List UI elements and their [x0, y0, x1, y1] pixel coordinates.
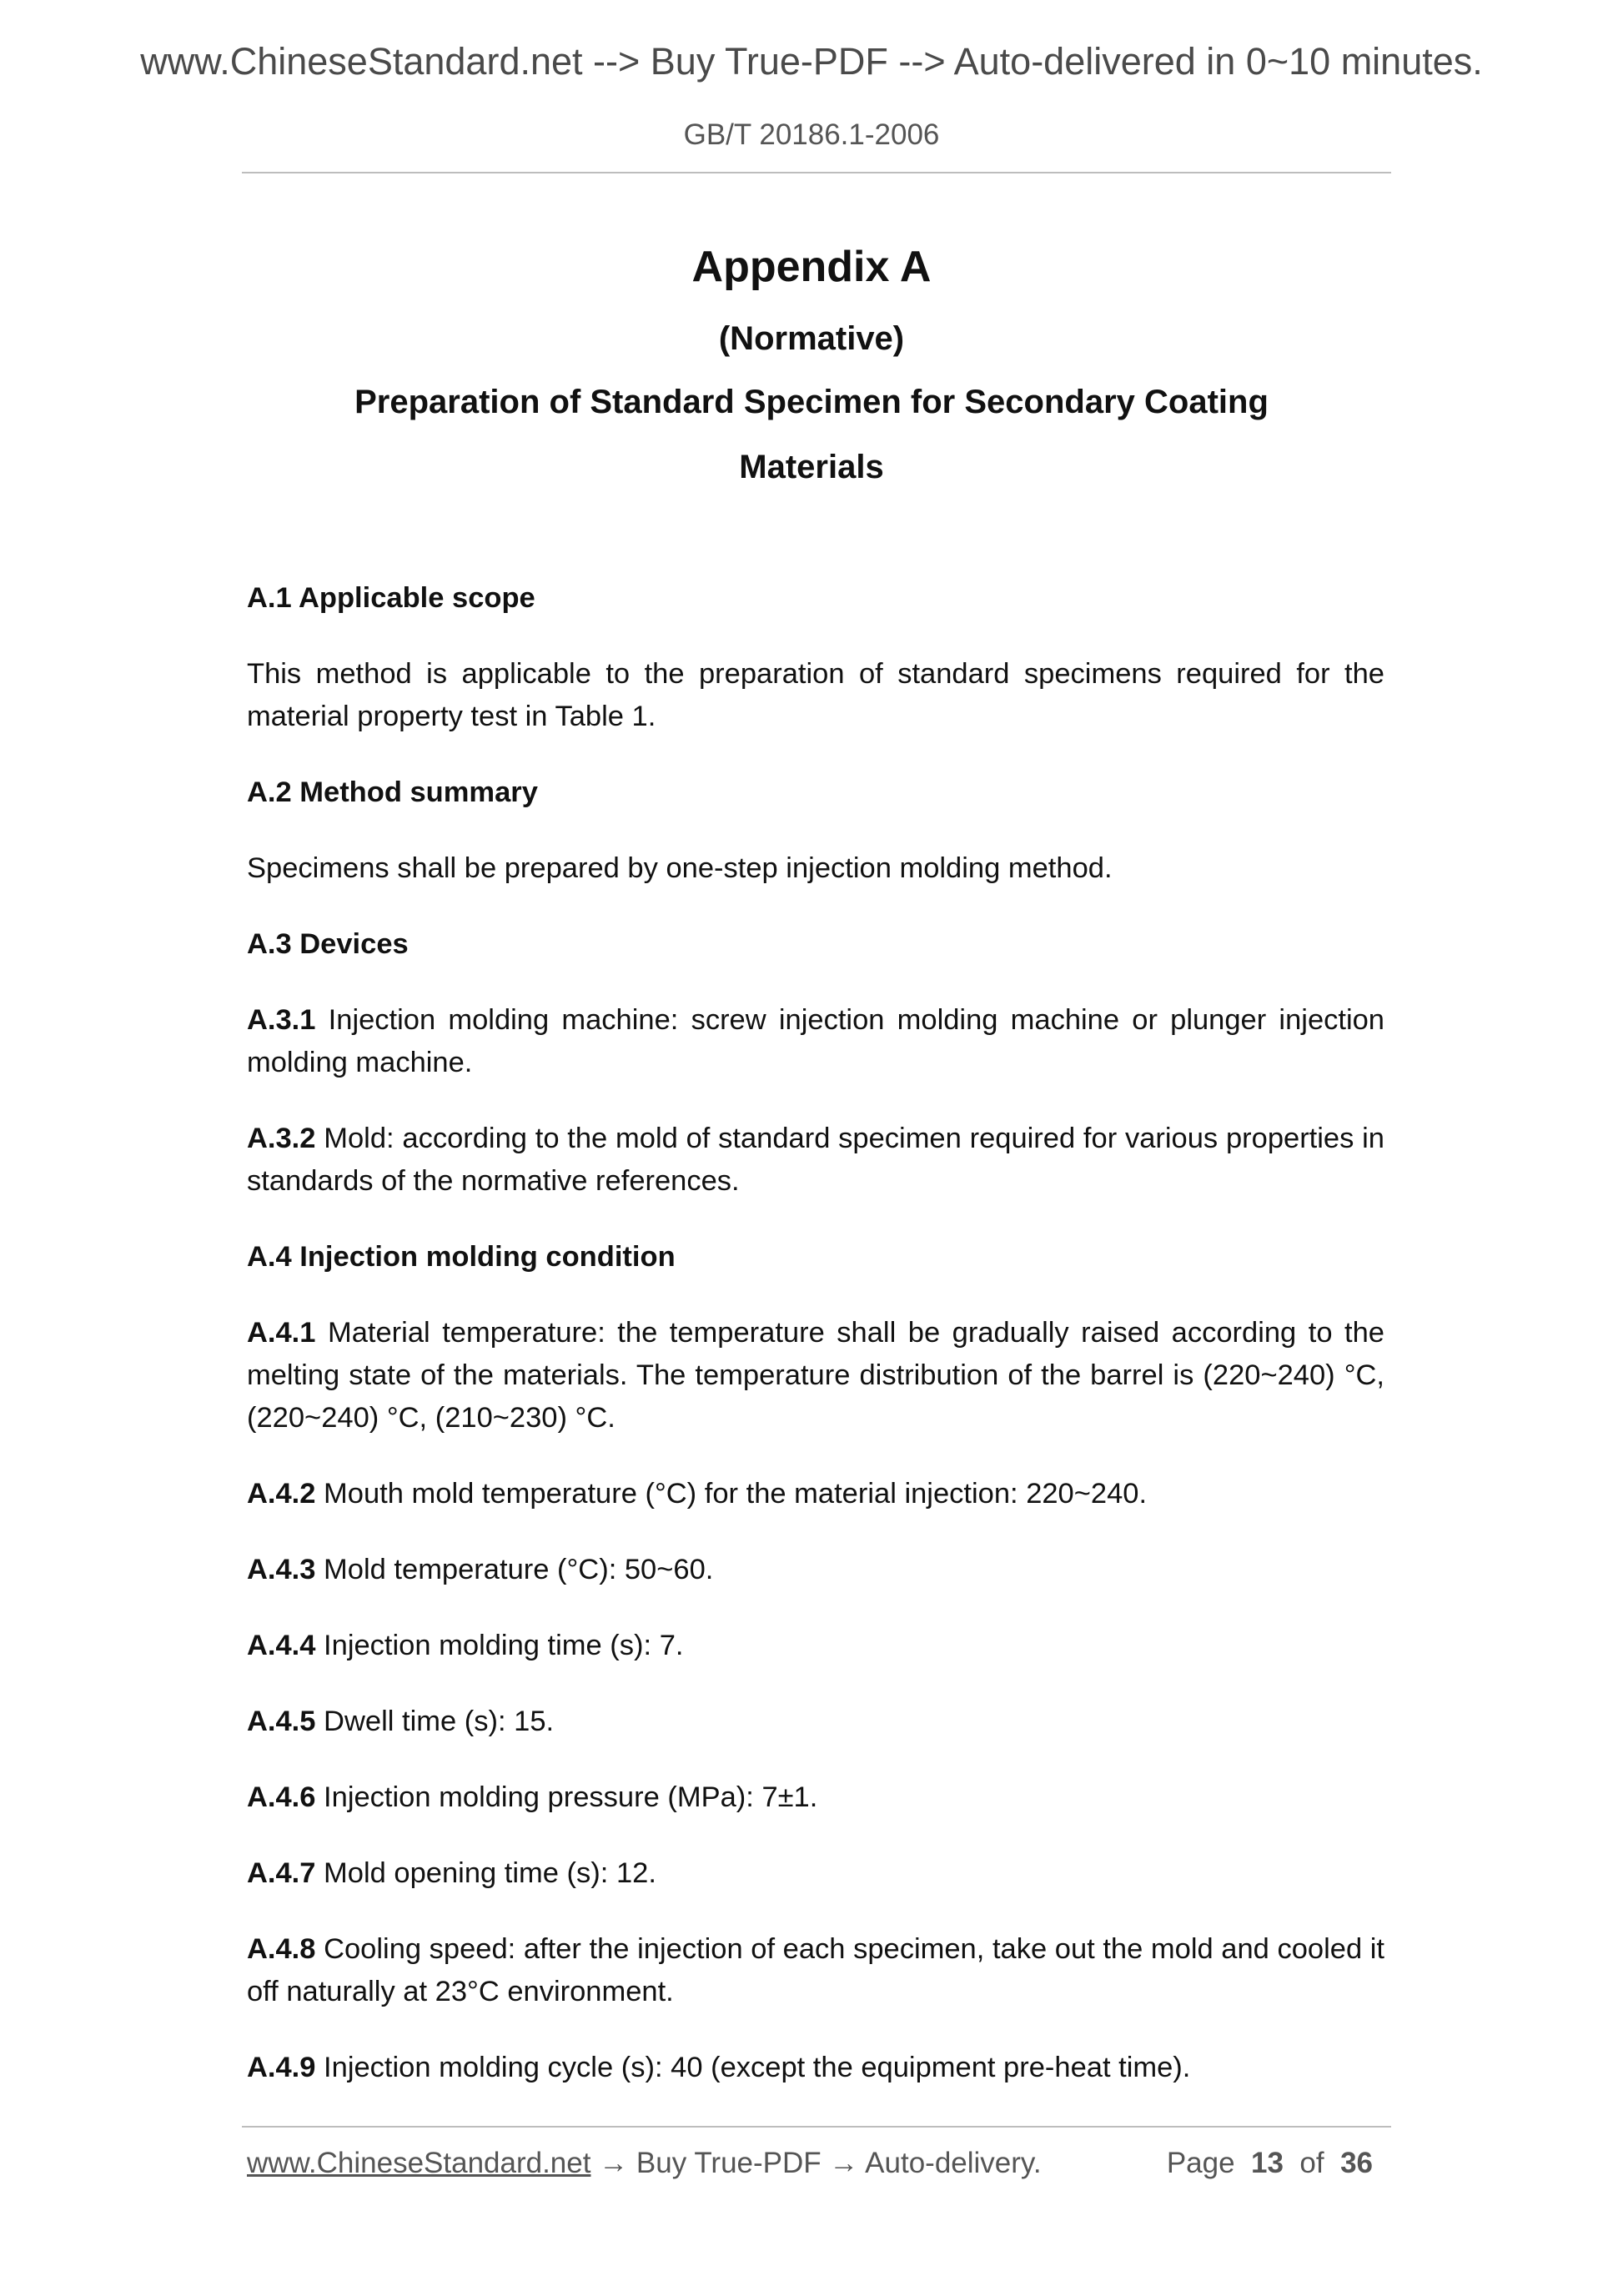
- page-total: 36: [1340, 2147, 1373, 2179]
- normative-label: (Normative): [718, 320, 905, 357]
- footer-divider: [242, 2126, 1391, 2128]
- clause-number: A.4.3: [247, 1554, 316, 1585]
- section-heading-a4: A.4 Injection molding condition: [247, 1241, 676, 1273]
- clause-number: A.4.1: [247, 1317, 316, 1349]
- clause-a4-7: [247, 1852, 1384, 1895]
- clause-a4-9: [247, 2047, 1384, 2089]
- page-of-label: of: [1299, 2147, 1324, 2179]
- clause-text: Cooling speed: after the injection of each specimen, take out the mold and cooled it off naturally at 23°C environment.: [247, 1933, 1384, 2007]
- clause-text: Mold temperature (°C): 50~60.: [315, 1554, 714, 1585]
- clause-number: A.4.5: [247, 1706, 316, 1737]
- page-number: [1167, 2147, 1373, 2180]
- clause-a4-1: [247, 1312, 1384, 1439]
- footer-delivery-text: Auto-delivery.: [858, 2147, 1042, 2179]
- clause-text: Injection molding machine: screw injection molding machine or plunger injection molding machine.: [247, 1004, 1384, 1078]
- standard-code: GB/T 20186.1-2006: [683, 118, 940, 151]
- clause-a4-4: [247, 1625, 1384, 1667]
- footer-buy-text: Buy True-PDF: [628, 2147, 830, 2179]
- section-text-a1: This method is applicable to the preparation of standard specimens required for the material property test in Table 1.: [247, 658, 1384, 732]
- appendix-heading-line2: Materials: [739, 449, 884, 485]
- clause-a4-5: [247, 1701, 1384, 1743]
- header-divider: [242, 172, 1391, 173]
- clause-a4-8: [247, 1928, 1384, 2013]
- clause-text: Injection molding cycle (s): 40 (except the equipment pre-heat time).: [315, 2052, 1191, 2083]
- clause-number: A.4.6: [247, 1781, 316, 1813]
- clause-text: Injection molding time (s): 7.: [315, 1630, 684, 1661]
- section-heading-a3: A.3 Devices: [247, 928, 409, 960]
- clause-text: Material temperature: the temperature shall be gradually raised according to the melting state of the materials. The temperature distribution of the barrel is (220~240) °C, (220~240) °C, (210~230) °C.: [247, 1317, 1384, 1434]
- arrow-right-icon: →: [829, 2147, 859, 2179]
- appendix-title: Appendix A: [691, 243, 932, 291]
- clause-a4-2: [247, 1473, 1384, 1515]
- clause-a4-6: [247, 1776, 1384, 1819]
- clause-text: Mouth mold temperature (°C) for the material injection: 220~240.: [315, 1478, 1148, 1510]
- clause-number: A.4.7: [247, 1857, 316, 1889]
- clause-a4-3: [247, 1549, 1384, 1591]
- page-label: Page: [1166, 2147, 1235, 2179]
- clause-number: A.4.4: [247, 1630, 316, 1661]
- arrow-right-icon: →: [599, 2147, 629, 2179]
- clause-text: Dwell time (s): 15.: [315, 1706, 555, 1737]
- clause-text: Injection molding pressure (MPa): 7±1.: [315, 1781, 818, 1813]
- clause-number: A.3.2: [247, 1123, 316, 1154]
- document-body: [247, 577, 1384, 2123]
- section-heading-a2: A.2 Method summary: [247, 776, 538, 808]
- clause-a3-1: [247, 999, 1384, 1084]
- footer-promo: [247, 2147, 1042, 2180]
- site-banner: www.ChineseStandard.net --> Buy True-PDF --> Auto-delivered in 0~10 minutes.: [140, 40, 1483, 83]
- section-text-a2: Specimens shall be prepared by one-step injection molding method.: [247, 852, 1113, 884]
- clause-a3-2: [247, 1118, 1384, 1203]
- clause-text: Mold opening time (s): 12.: [315, 1857, 656, 1889]
- footer-site-link[interactable]: www.ChineseStandard.net: [247, 2147, 591, 2179]
- clause-number: A.4.8: [247, 1933, 316, 1965]
- clause-number: A.3.1: [247, 1004, 316, 1036]
- clause-text: Mold: according to the mold of standard specimen required for various properties in standards of the normative references.: [247, 1123, 1384, 1197]
- clause-number: A.4.2: [247, 1478, 316, 1510]
- appendix-heading-line1: Preparation of Standard Specimen for Secondary Coating: [354, 384, 1269, 420]
- clause-number: A.4.9: [247, 2052, 316, 2083]
- page-current: 13: [1251, 2147, 1284, 2179]
- section-heading-a1: A.1 Applicable scope: [247, 582, 535, 614]
